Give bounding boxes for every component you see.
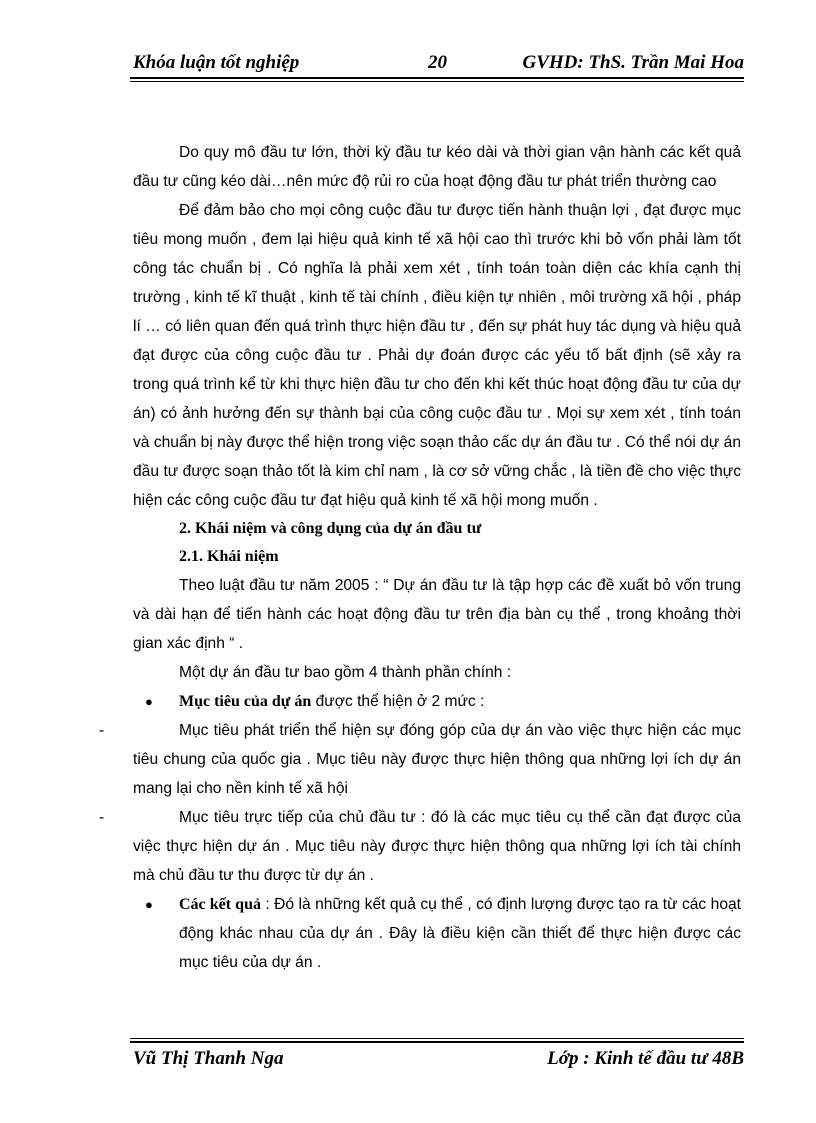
header-supervisor: GVHD: ThS. Trần Mai Hoa (522, 52, 744, 73)
bullet-key-objectives: Mục tiêu của dự án (179, 693, 312, 710)
paragraph-components-intro: Một dự án đầu tư bao gồm 4 thành phần chính : (179, 664, 512, 681)
dash-marker: - (99, 722, 105, 739)
section-heading-2: 2. Khái niệm và công dụng của dự án đầu tư (179, 520, 482, 537)
header-rule-thick (130, 77, 744, 79)
page-footer (133, 1048, 744, 1072)
paragraph-risk: Do quy mô đầu tư lớn, thời kỳ đầu tư kéo dài và thời gian vận hành các kết quả đầu tư cũng kéo dài…nên mức độ rủi ro của hoạt động đầu tư phát triển thường cao (133, 144, 741, 190)
paragraph-preparation: Để đảm bảo cho mọi công cuộc đầu tư được tiến hành thuận lợi , đạt được mục tiêu mong muốn , đem lại hiệu quả kinh tế xã hội cao thì trước khi bỏ vốn phải làm tốt công tác chuẩn bị . Có nghĩa là phải xem xét , tính toán toàn diện các khía cạnh thị trường , kinh tế kĩ thuật , kinh tế tài chính , điều kiện tự nhiên , môi trường xã hội , pháp lí … có liên quan đến quá trình thực hiện đầu tư , đến sự phát huy tác dụng và hiệu quả đạt được của công cuộc đầu tư . Phải dự đoán được các yếu tố bất định (sẽ xảy ra trong quá trình kể từ khi thực hiện đầu tư cho đến khi kết thúc hoạt động đầu tư của dự án) có ảnh hưởng đến sự thành bại của công cuộc đầu tư . Mọi sự xem xét , tính toán và chuẩn bị này được thể hiện trong việc soạn thảo cấc dự án đầu tư . Có thể nói dự án đầu tư được soạn thảo tốt là kim chỉ nam , là cơ sở vững chắc , là tiền đề cho việc thực hiện các công cuộc đầu tư đạt hiệu quả kinh tế xã hội mong muốn . (133, 202, 741, 509)
paragraph-definition: Theo luật đầu tư năm 2005 : “ Dự án đầu tư là tập hợp các đề xuất bỏ vốn trung và dài hạn để tiến hành các hoạt động đầu tư trên địa bàn cụ thể , trong khoảng thời gian xác định “ . (133, 577, 741, 652)
bullet-text-results: : Đó là những kết quả cụ thể , có định lượng được tạo ra từ các hoạt động khác nhau của dự án . Đây là điều kiện cần thiết để thực hiện được các mục tiêu của dự án . (179, 896, 742, 971)
bullet-key-results: Các kết quả (179, 896, 261, 913)
footer-rule-thick (130, 1041, 744, 1043)
bullet-item-objectives (133, 687, 741, 716)
bullet-text-objectives: được thể hiện ở 2 mức : (311, 693, 485, 710)
page-header (133, 52, 744, 76)
dash-item-direct-goal (99, 803, 741, 890)
dash-marker: - (99, 809, 105, 826)
header-rule-thin (130, 81, 744, 82)
bullet-icon: ● (145, 694, 153, 709)
subsection-heading-2-1: 2.1. Khái niệm (179, 548, 279, 565)
header-page-number: 20 (428, 52, 447, 73)
bullet-icon: ● (145, 897, 153, 912)
dash-item-development-goal (99, 716, 741, 803)
document-body (99, 138, 742, 977)
header-thesis-title: Khóa luận tốt nghiệp (133, 52, 300, 73)
footer-author: Vũ Thị Thanh Nga (133, 1048, 284, 1069)
dash-text-direct-goal: Mục tiêu trực tiếp của chủ đầu tư : đó là các mục tiêu cụ thể cần đạt được của việc thực hiện dự án . Mục tiêu này được thực hiện thông qua những lợi ích tài chính mà chủ đầu tư thu được từ dự án . (133, 809, 741, 884)
footer-rule-thin (130, 1038, 744, 1039)
footer-class: Lớp : Kinh tế đầu tư 48B (547, 1048, 744, 1069)
dash-text-development-goal: Mục tiêu phát triển thể hiện sự đóng góp của dự án vào việc thực hiện các mục tiêu chung của quốc gia . Mục tiêu này được thực hiện thông qua những lợi ích dự án mang lại cho nền kinh tế xã hội (133, 722, 741, 797)
bullet-item-results (133, 890, 741, 977)
